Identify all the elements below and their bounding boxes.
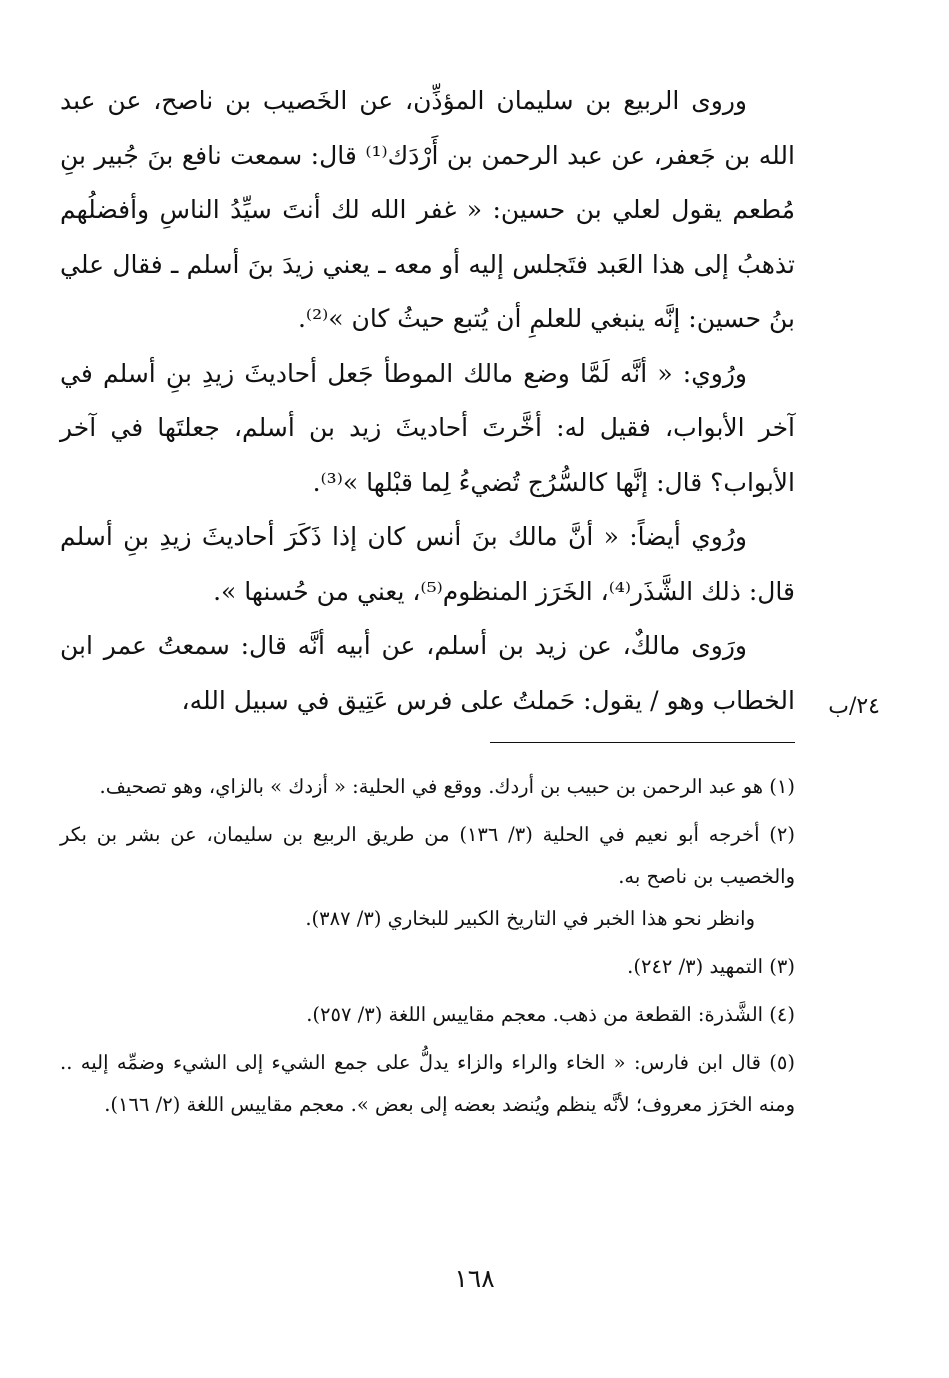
- paragraph-1: وروى الربيع بن سليمان المؤذِّن، عن الخَصيب بن ناصح، عن عبد الله بن جَعفر، عن عبد الرحمن بن أَرْدَك⁽¹⁾ قال: سمعت نافع بنَ جُبير بنِ مُطعم يقول لعلي بن حسين: « غفر الله لك أنتَ سيِّدُ الناسِ وأفضلُهم تذهبُ إلى هذا العَبد فتَجلس إليه أو معه ـ يعني زيدَ بنَ أسلم ـ فقال علي بنُ حسين: إنَّه ينبغي للعلمِ أن يُتبع حيثُ كان »⁽²⁾.: [60, 86, 795, 333]
- paragraph-2: ورُوي: « أنَّه لَمَّا وضع مالك الموطأ جَعل أحاديثَ زيدِ بنِ أسلم في آخر الأبواب، فقيل له: أخَّرتَ أحاديثَ زيد بن أسلم، جعلتَها في آخر الأبواب؟ قال: إنَّها كالسُّرُج تُضيءُ لِما قبْلها »⁽³⁾.: [60, 358, 795, 497]
- paragraph-3: ورُوي أيضاً: « أنَّ مالك بنَ أنس كان إذا ذَكَرَ أحاديثَ زيدِ بنِ أسلم قال: ذلك الشَّذَر⁽⁴⁾، الخَرَز المنظوم⁽⁵⁾، يعني من حُسنها ».: [60, 522, 795, 606]
- footnotes: [60, 766, 795, 1132]
- footnote-2-continuation: وانظر نحو هذا الخبر في التاريخ الكبير للبخاري (٣/ ٣٨٧).: [305, 907, 755, 930]
- footnote-5: (٥) قال ابن فارس: « الخاء والراء والزاء يدلُّ على جمع الشيء إلى الشيء وضمِّه إليه .. ومنه الخرَز معروف؛ لأنَّه ينظم ويُنضد بعضه إلى بعض ». معجم مقاييس اللغة (٢/ ١٦٦).: [60, 1051, 795, 1116]
- main-text: [60, 74, 795, 728]
- footnote-4: (٤) الشَّذرة: القطعة من ذهب. معجم مقاييس اللغة (٣/ ٢٥٧).: [306, 1003, 795, 1026]
- paragraph-4: ورَوى مالكٌ، عن زيد بن أسلم، عن أبيه أنَّه قال: سمعتُ عمر ابن الخطاب وهو / يقول: حَملتُ على فرس عَتِيق في سبيل الله،: [60, 631, 795, 715]
- page-number: ١٦٨: [454, 1264, 495, 1293]
- footnote-2: (٢) أخرجه أبو نعيم في الحلية (٣/ ١٣٦) من طريق الربيع بن سليمان، عن بشر بن بكر والخصيب بن ناصح به.: [60, 823, 795, 888]
- footnote-separator: [490, 742, 795, 743]
- manuscript-folio-marker: ٢٤/ب: [828, 694, 880, 719]
- footnote-3: (٣) التمهيد (٣/ ٢٤٢).: [627, 955, 795, 978]
- footnote-1: (١) هو عبد الرحمن بن حبيب بن أردك. ووقع في الحلية: « أزدك » بالزاي، وهو تصحيف.: [99, 775, 795, 798]
